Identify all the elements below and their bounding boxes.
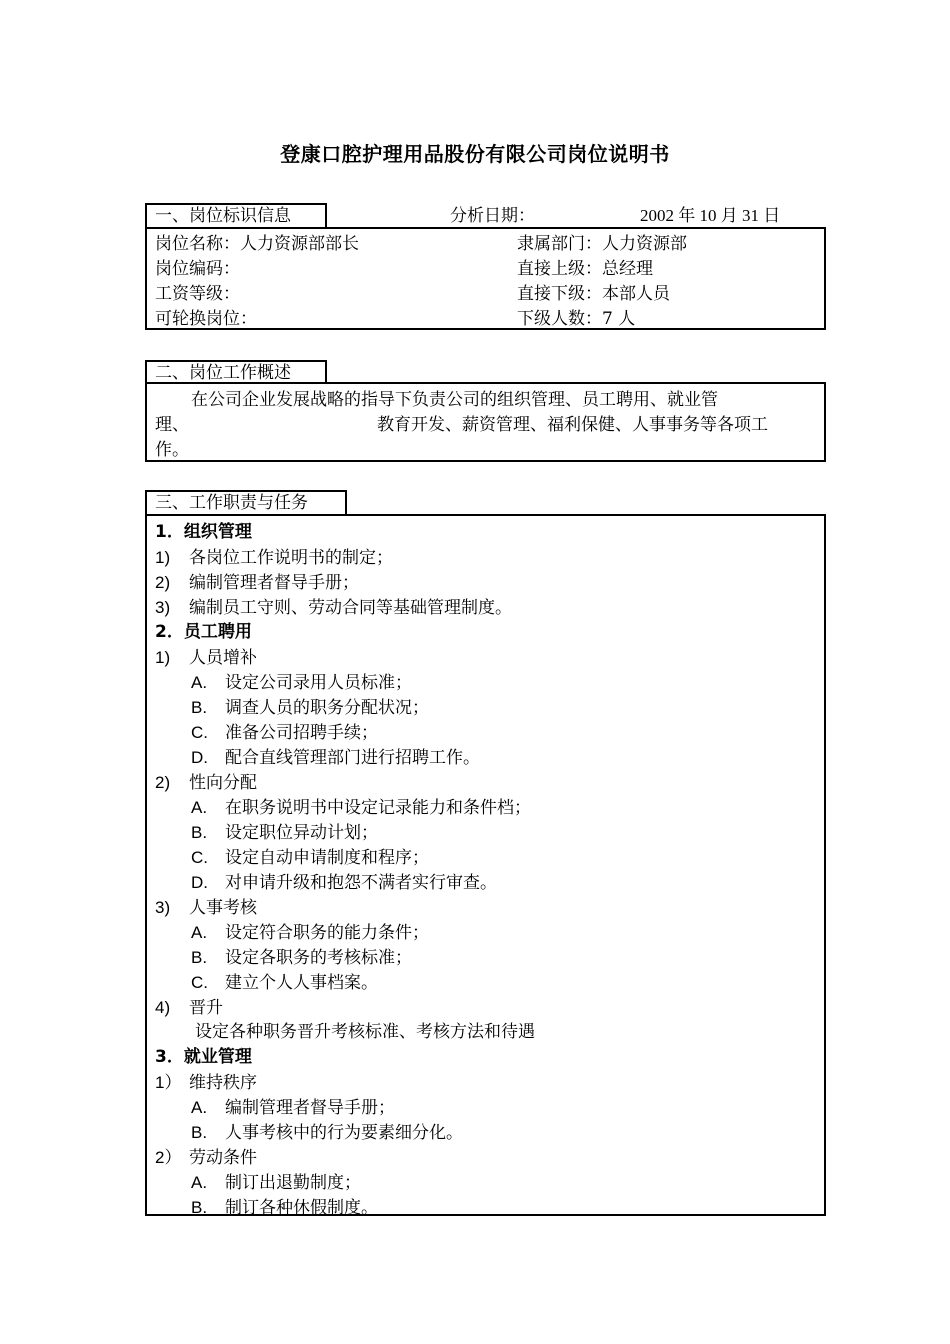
duty-subitem bbox=[155, 1170, 815, 1195]
duty-subitem bbox=[155, 1195, 815, 1220]
duty-text: 编制管理者督导手册； bbox=[189, 573, 359, 593]
duty-number: 3) bbox=[155, 598, 171, 617]
duty-number: 2． bbox=[155, 622, 184, 642]
duty-text: 编制员工守则、劳动合同等基础管理制度。 bbox=[189, 598, 512, 618]
summary-line bbox=[155, 413, 815, 438]
duty-number: 1） bbox=[155, 1073, 182, 1092]
duty-item bbox=[155, 545, 815, 570]
duty-number: 2) bbox=[155, 573, 171, 592]
direct-superior: 直接上级：总经理 bbox=[517, 259, 653, 279]
duty-text: 设定各种职务晋升考核标准、考核方法和待遇 bbox=[195, 1022, 535, 1042]
analysis-date-value: 2002 年 10 月 31 日 bbox=[640, 206, 781, 225]
duty-number: 1． bbox=[155, 522, 184, 542]
document-title: 登康口腔护理用品股份有限公司岗位说明书 bbox=[280, 142, 670, 166]
duty-text: 人事考核中的行为要素细分化。 bbox=[225, 1123, 463, 1143]
duty-text: 调查人员的职务分配状况； bbox=[225, 698, 429, 718]
duty-item bbox=[155, 1020, 815, 1045]
duty-number: A. bbox=[191, 1173, 208, 1192]
duty-text: 人员增补 bbox=[189, 648, 257, 668]
duty-number: B. bbox=[191, 823, 208, 842]
duty-text: 配合直线管理部门进行招聘工作。 bbox=[225, 748, 480, 768]
duty-subitem bbox=[155, 845, 815, 870]
duty-number: 3． bbox=[155, 1047, 184, 1067]
duty-text: 对申请升级和抱怨不满者实行审查。 bbox=[225, 873, 497, 893]
department: 隶属部门：人力资源部 bbox=[517, 234, 687, 254]
duty-text: 制订各种休假制度。 bbox=[225, 1198, 378, 1218]
duty-heading bbox=[155, 620, 815, 645]
position-name: 岗位名称：人力资源部部长 bbox=[155, 234, 359, 254]
direct-subordinate: 直接下级：本部人员 bbox=[517, 284, 670, 304]
duty-item bbox=[155, 570, 815, 595]
duty-number: C. bbox=[191, 848, 208, 867]
duty-subitem bbox=[155, 795, 815, 820]
duty-number: 3) bbox=[155, 898, 171, 917]
section1-header: 一、岗位标识信息 bbox=[155, 206, 291, 226]
position-info-box bbox=[145, 227, 826, 330]
duty-subitem bbox=[155, 945, 815, 970]
duty-text: 建立个人人事档案。 bbox=[225, 973, 378, 993]
rotatable-position: 可轮换岗位： bbox=[155, 309, 257, 329]
analysis-date-label: 分析日期： bbox=[450, 206, 535, 226]
duty-text: 维持秩序 bbox=[189, 1073, 257, 1093]
duty-subitem bbox=[155, 720, 815, 745]
duty-text: 编制管理者督导手册； bbox=[225, 1098, 395, 1118]
duty-number: 2) bbox=[155, 773, 171, 792]
duty-text: 就业管理 bbox=[183, 1047, 252, 1067]
duty-number: C. bbox=[191, 723, 208, 742]
duty-text: 设定符合职务的能力条件； bbox=[225, 923, 429, 943]
summary-line-part: 教育开发、薪资管理、福利保健、人事事务等各项工 bbox=[377, 415, 768, 435]
duty-subitem bbox=[155, 870, 815, 895]
duty-number: 2） bbox=[155, 1148, 182, 1167]
duty-text: 各岗位工作说明书的制定； bbox=[189, 548, 393, 568]
duty-number: D. bbox=[191, 748, 208, 767]
duty-subitem bbox=[155, 970, 815, 995]
info-row bbox=[155, 282, 815, 307]
duty-heading bbox=[155, 1045, 815, 1070]
duty-text: 员工聘用 bbox=[183, 622, 252, 642]
duty-text: 性向分配 bbox=[189, 773, 257, 793]
duty-text: 设定自动申请制度和程序； bbox=[225, 848, 429, 868]
info-row bbox=[155, 232, 815, 257]
duty-item bbox=[155, 595, 815, 620]
duties-list bbox=[155, 520, 815, 1220]
duty-text: 晋升 bbox=[189, 998, 223, 1018]
subordinate-count: 下级人数：7 人 bbox=[517, 309, 636, 329]
duty-text: 设定公司录用人员标准； bbox=[225, 673, 412, 693]
duty-number: A. bbox=[191, 673, 208, 692]
duty-number: B. bbox=[191, 698, 208, 717]
salary-grade: 工资等级： bbox=[155, 284, 240, 304]
duty-number: B. bbox=[191, 948, 208, 967]
duty-subitem bbox=[155, 745, 815, 770]
duty-number: A. bbox=[191, 798, 208, 817]
duty-number: 1) bbox=[155, 648, 171, 667]
duty-subitem bbox=[155, 670, 815, 695]
summary-line: 在公司企业发展战略的指导下负责公司的组织管理、员工聘用、就业管 bbox=[191, 390, 718, 410]
duty-subitem bbox=[155, 695, 815, 720]
duty-number: D. bbox=[191, 873, 208, 892]
position-code: 岗位编码： bbox=[155, 259, 240, 279]
duty-text: 组织管理 bbox=[183, 522, 252, 542]
duty-subitem bbox=[155, 820, 815, 845]
duty-text: 制订出退勤制度； bbox=[225, 1173, 361, 1193]
duty-text: 准备公司招聘手续； bbox=[225, 723, 378, 743]
duty-item bbox=[155, 895, 815, 920]
section1-header-tab bbox=[145, 203, 327, 229]
duty-text: 在职务说明书中设定记录能力和条件档； bbox=[225, 798, 531, 818]
section2-header-tab bbox=[145, 360, 327, 384]
duty-number: 4) bbox=[155, 998, 171, 1017]
duty-text: 人事考核 bbox=[189, 898, 257, 918]
duty-number: A. bbox=[191, 1098, 208, 1117]
summary-line: 作。 bbox=[155, 440, 189, 460]
duty-text: 设定各职务的考核标准； bbox=[225, 948, 412, 968]
duty-item bbox=[155, 1145, 815, 1170]
job-summary-box bbox=[145, 382, 826, 462]
duty-text: 设定职位异动计划； bbox=[225, 823, 378, 843]
duty-item bbox=[155, 995, 815, 1020]
duty-item bbox=[155, 770, 815, 795]
duty-number: A. bbox=[191, 923, 208, 942]
info-row bbox=[155, 307, 815, 332]
duty-number: C. bbox=[191, 973, 208, 992]
duty-subitem bbox=[155, 1120, 815, 1145]
section3-header-tab bbox=[145, 490, 347, 516]
duty-text: 劳动条件 bbox=[189, 1148, 257, 1168]
duty-item bbox=[155, 645, 815, 670]
section2-header: 二、岗位工作概述 bbox=[155, 363, 291, 383]
duty-number: B. bbox=[191, 1123, 208, 1142]
duty-subitem bbox=[155, 1095, 815, 1120]
duties-box bbox=[145, 514, 826, 1216]
info-row bbox=[155, 257, 815, 282]
duty-subitem bbox=[155, 920, 815, 945]
duty-number: 1) bbox=[155, 548, 171, 567]
duty-item bbox=[155, 1070, 815, 1095]
duty-heading bbox=[155, 520, 815, 545]
duty-number: B. bbox=[191, 1198, 208, 1217]
summary-line-part: 理、 bbox=[155, 415, 189, 435]
section3-header: 三、工作职责与任务 bbox=[155, 493, 308, 513]
